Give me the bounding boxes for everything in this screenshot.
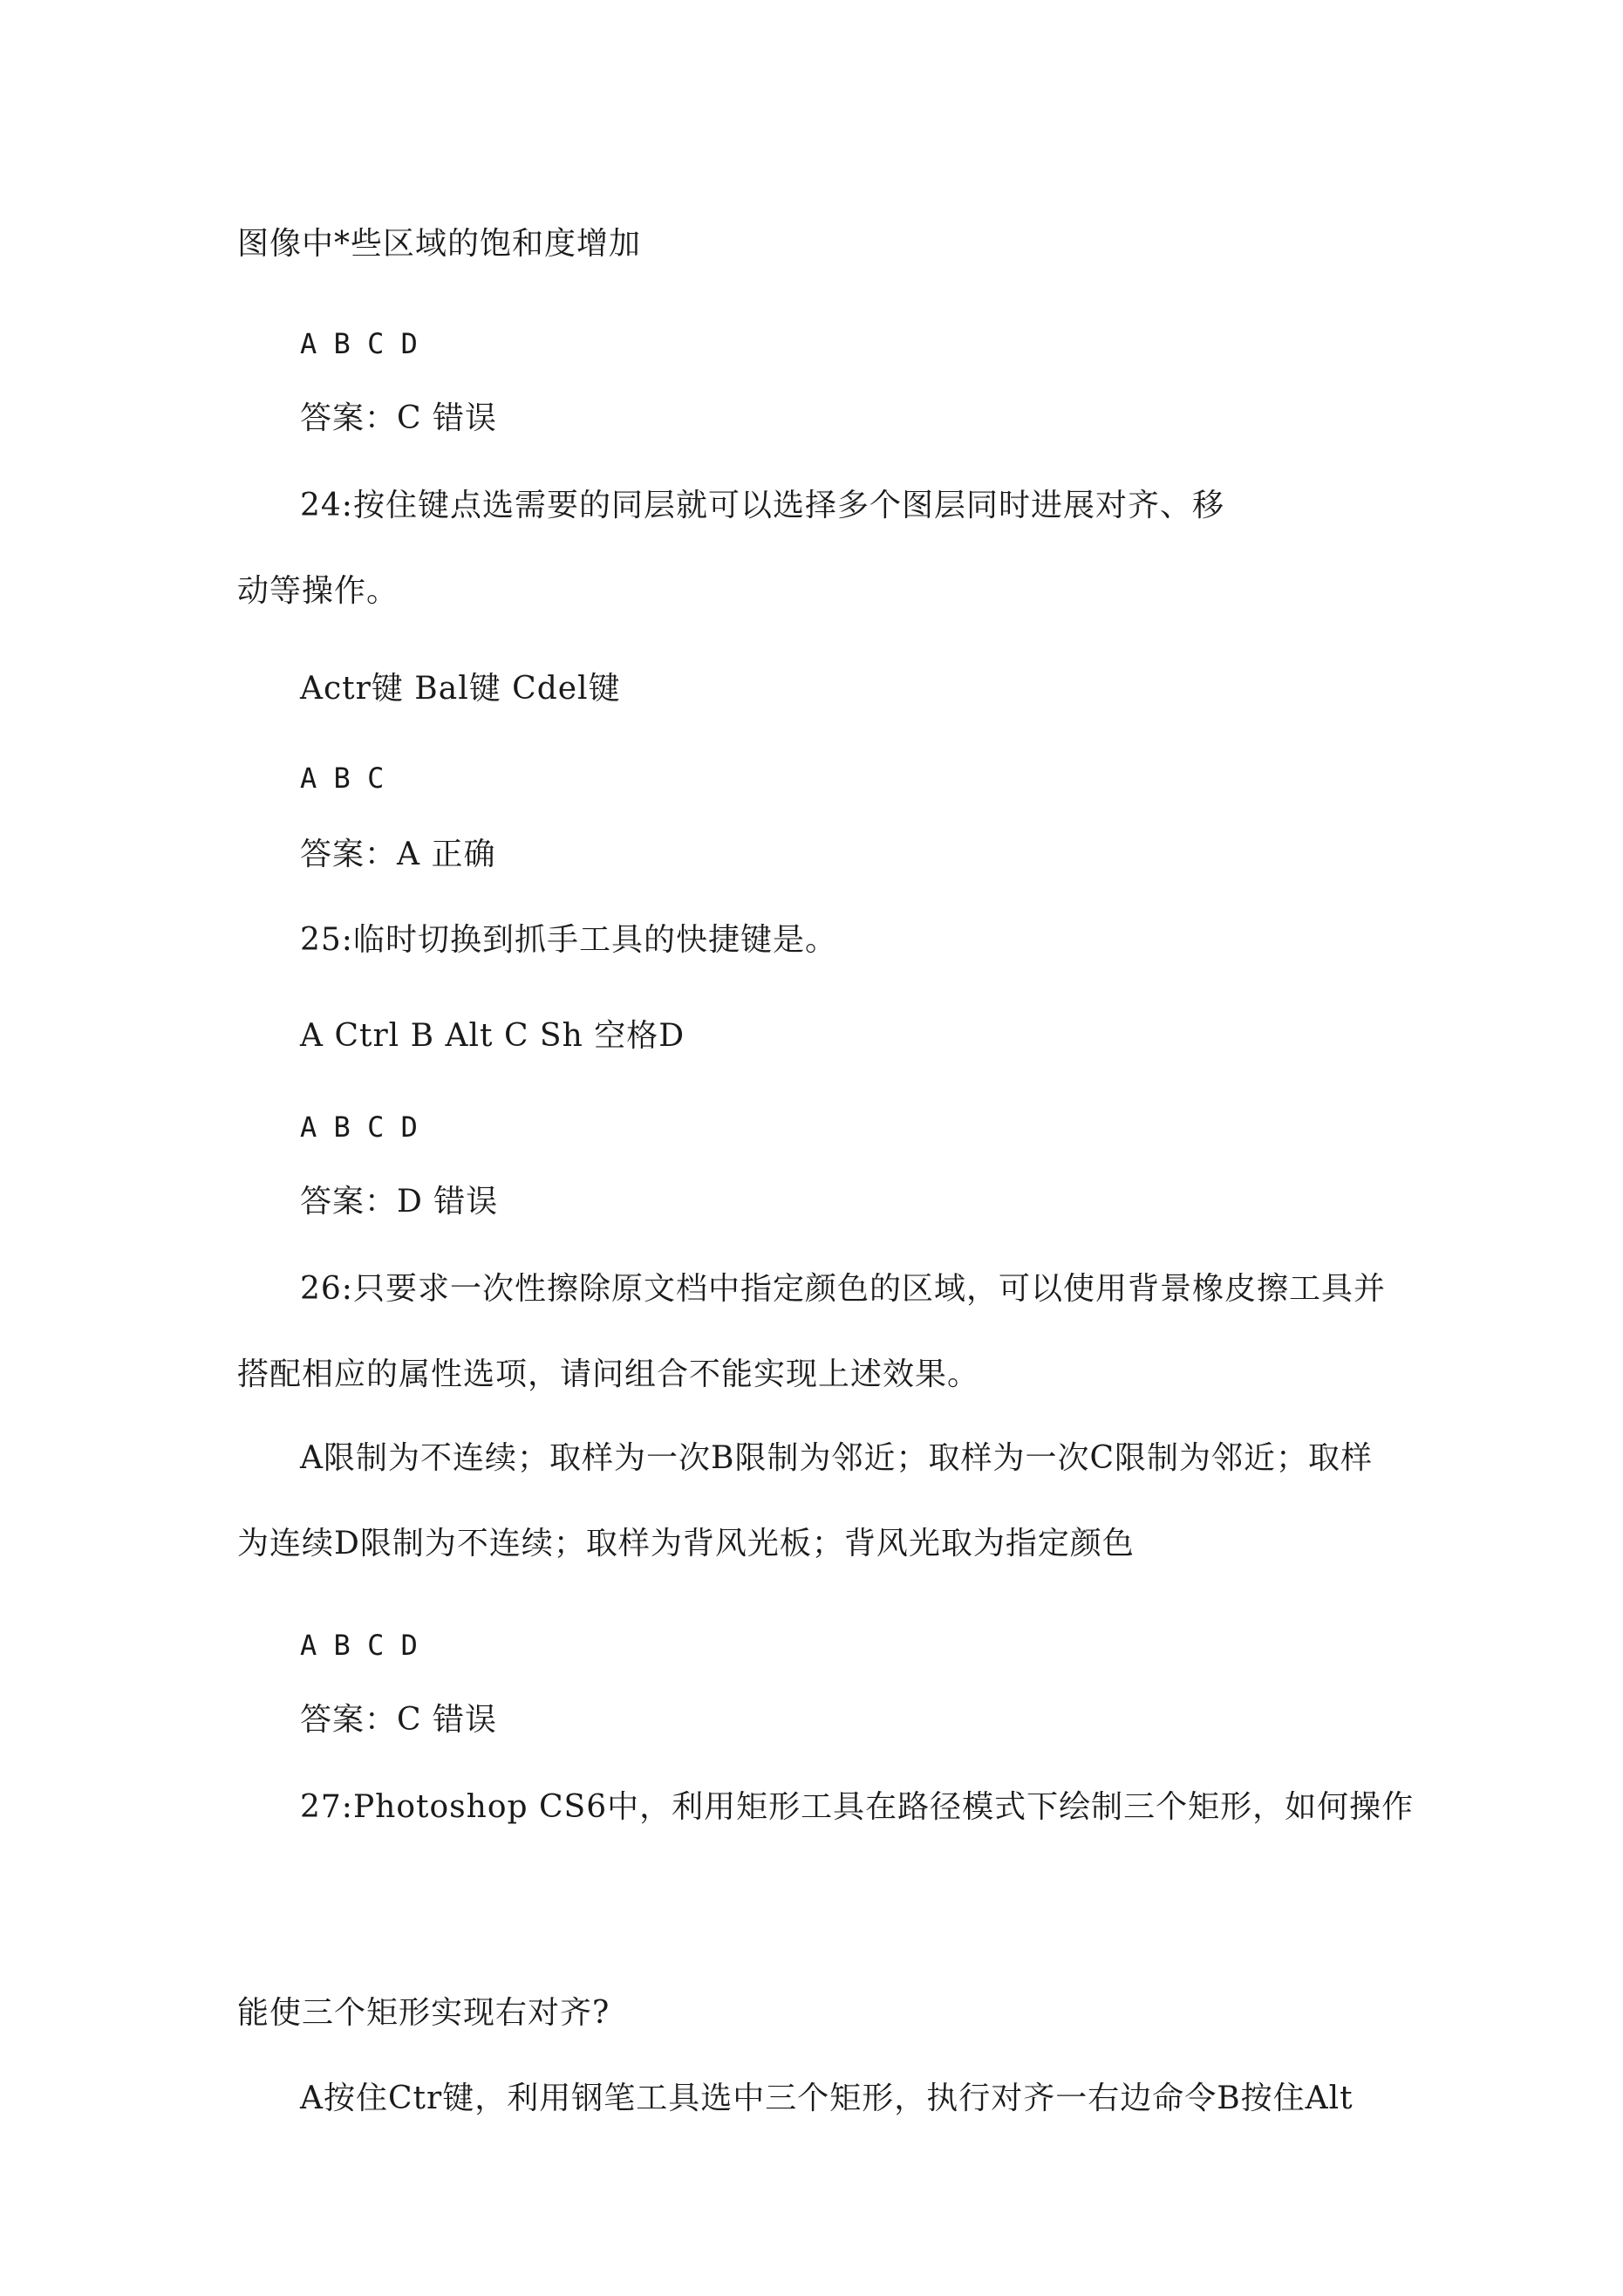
question-27-continued: 能使三个矩形实现右对齐? xyxy=(237,1995,610,2031)
question-24-choices: Actr键 Bal键 Cdel键 xyxy=(300,671,621,707)
question-26-continued: 搭配相应的属性选项，请问组合不能实现上述效果。 xyxy=(237,1356,980,1392)
question-25: 25:临时切换到抓手工具的快捷键是。 xyxy=(300,922,837,958)
question-27-choices: A按住Ctr键，利用钢笔工具选中三个矩形，执行对齐一右边命令B按住Alt xyxy=(300,2081,1354,2116)
options-line: A B C D xyxy=(300,327,418,360)
answer-line: 答案：D 错误 xyxy=(300,1184,499,1220)
options-line: A B C xyxy=(300,762,385,795)
answer-line: 答案：C 错误 xyxy=(300,400,497,436)
answer-line: 答案：C 错误 xyxy=(300,1702,497,1738)
question-27: 27:Photoshop CS6中，利用矩形工具在路径模式下绘制三个矩形，如何操作 xyxy=(300,1789,1415,1825)
question-26-choices-continued: 为连续D限制为不连续；取样为背风光板；背风光取为指定颜色 xyxy=(237,1526,1135,1561)
answer-line: 答案：A 正确 xyxy=(300,837,496,872)
question-24-continued: 动等操作。 xyxy=(237,573,399,609)
options-line: A B C D xyxy=(300,1110,418,1144)
options-line: A B C D xyxy=(300,1629,418,1662)
question-26-choices: A限制为不连续；取样为一次B限制为邻近；取样为一次C限制为邻近；取样 xyxy=(300,1440,1373,1476)
question-26: 26:只要求一次性擦除原文档中指定颜色的区域，可以使用背景橡皮擦工具并 xyxy=(300,1271,1386,1307)
text-line-1: 图像中*些区域的饱和度增加 xyxy=(237,226,642,262)
question-24: 24:按住键点选需要的同层就可以选择多个图层同时进展对齐、移 xyxy=(300,488,1224,523)
question-25-choices: A Ctrl B Alt C Sh 空格D xyxy=(300,1018,685,1054)
